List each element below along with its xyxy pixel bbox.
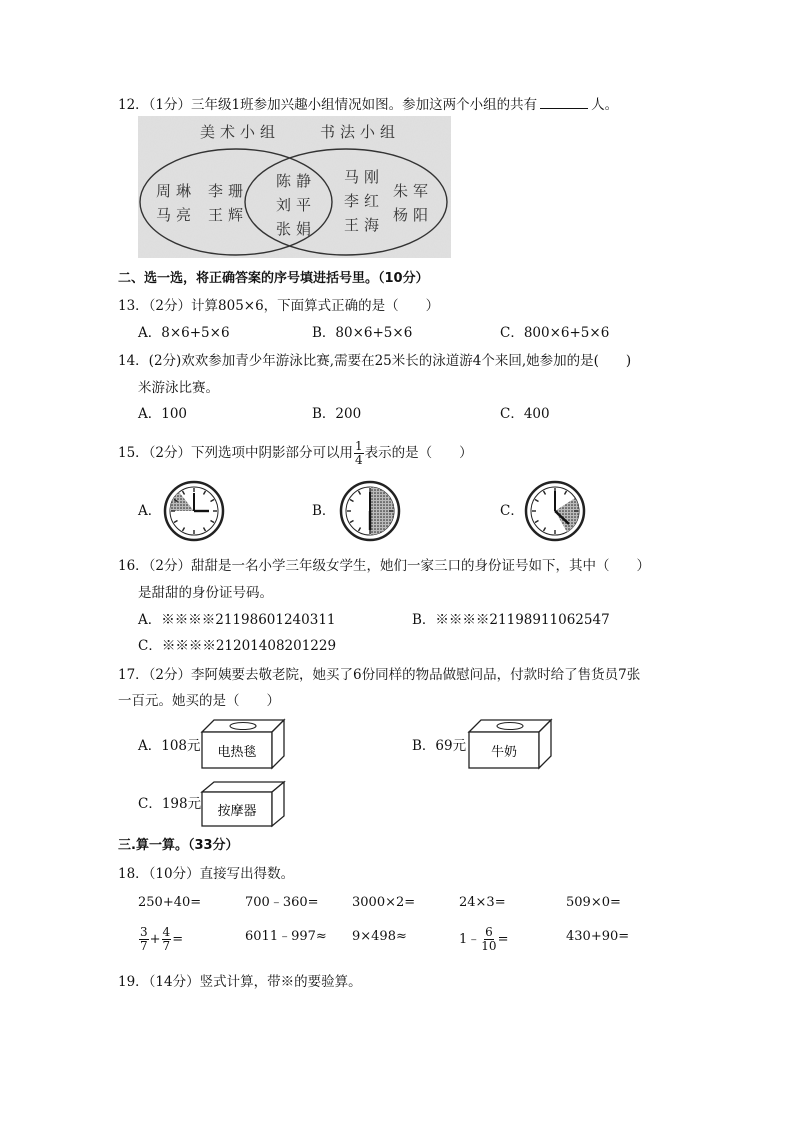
- q14-option-c[interactable]: C．400: [500, 406, 550, 422]
- q14-stem-line2: 米游泳比赛。: [138, 380, 219, 396]
- q16-option-a[interactable]: A．※※※※21198601240311: [138, 612, 336, 628]
- box-label: 牛奶: [490, 745, 518, 760]
- venn-name: 马亮: [156, 206, 197, 224]
- section-2-title: 二、选一选，将正确答案的序号填进括号里。（10分）: [118, 271, 429, 286]
- venn-name: 杨阳: [393, 206, 434, 224]
- venn-name: 张娟: [276, 220, 317, 238]
- q16-stem: 16．（2分）甜甜是一名小学三年级女学生，她们一家三口的身份证号如下，其中（ ）: [118, 558, 651, 574]
- venn-diagram: [138, 116, 451, 258]
- q17-option-a[interactable]: A．108元: [138, 738, 201, 754]
- q13-stem: 13．（2分）计算805×6，下面算式正确的是（ ）: [118, 298, 440, 314]
- venn-name: 周琳: [156, 182, 197, 200]
- q16-stem-line2: 是甜甜的身份证号码。: [138, 585, 273, 601]
- box-electric-blanket-icon: [200, 718, 286, 770]
- venn-label-left: 美术小组: [200, 123, 281, 141]
- clock-b-icon: [338, 480, 402, 542]
- box-label: 按摩器: [217, 804, 257, 819]
- q16-option-b[interactable]: B．※※※※21198911062547: [412, 612, 610, 628]
- venn-name: 李珊: [208, 182, 249, 200]
- q15-option-b[interactable]: B．: [312, 503, 336, 519]
- calc-item: 24×3=: [459, 895, 506, 910]
- clock-c-icon: [523, 480, 587, 542]
- calc-item: 3000×2=: [352, 895, 416, 910]
- calc-item: 700﹣360=: [245, 895, 319, 910]
- answer-blank[interactable]: [540, 96, 588, 109]
- calc-item: 9×498≈: [352, 929, 407, 944]
- q18-stem: 18．（10分）直接写出得数。: [118, 866, 295, 882]
- q14-option-a[interactable]: A．100: [138, 406, 188, 422]
- venn-name: 陈静: [276, 172, 317, 190]
- venn-name: 王海: [344, 216, 385, 234]
- q17-option-b[interactable]: B．69元: [412, 738, 467, 754]
- venn-label-right: 书法小组: [320, 123, 401, 141]
- venn-name: 王辉: [208, 206, 249, 224]
- section-3-title: 三.算一算。（33分）: [118, 838, 239, 853]
- q13-option-c[interactable]: C．800×6+5×6: [500, 325, 610, 341]
- q14-option-b[interactable]: B．200: [312, 406, 362, 422]
- calc-item-fraction-sum: $\frac{3}{7}$ + $\frac{4}{7}$ =: [140, 925, 184, 953]
- box-milk-icon: [467, 718, 553, 770]
- q13-option-a[interactable]: A．8×6+5×6: [138, 325, 230, 341]
- box-massager-icon: [200, 780, 286, 828]
- q19-stem: 19．（14分）竖式计算，带※的要验算。: [118, 974, 362, 990]
- venn-name: 朱军: [393, 182, 434, 200]
- q15-option-c[interactable]: C．: [500, 503, 524, 519]
- calc-item: 250+40=: [138, 895, 202, 910]
- q12-stem: 12．（1分）三年级1班参加兴趣小组情况如图。参加这两个小组的共有 人。: [118, 97, 619, 113]
- box-label: 电热毯: [217, 745, 257, 760]
- calc-item: 430+90=: [566, 929, 630, 944]
- fraction-one-quarter: $\frac{1}{4}$: [355, 439, 363, 467]
- q16-option-c[interactable]: C．※※※※21201408201229: [138, 638, 337, 654]
- q13-option-b[interactable]: B．80×6+5×6: [312, 325, 413, 341]
- venn-name: 李红: [344, 192, 385, 210]
- calc-item: 509×0=: [566, 895, 621, 910]
- calc-item: 6011﹣997≈: [245, 929, 327, 944]
- q17-option-c[interactable]: C．198元: [138, 796, 202, 812]
- venn-name: 马刚: [344, 168, 385, 186]
- venn-name: 刘平: [276, 196, 317, 214]
- q17-stem: 17．（2分）李阿姨要去敬老院，她买了6份同样的物品做慰问品，付款时给了售货员7张: [118, 667, 641, 683]
- q15-option-a[interactable]: A．: [138, 503, 162, 519]
- clock-a-icon: [162, 480, 226, 542]
- q14-stem: 14．(2分)欢欢参加青少年游泳比赛,需要在25米长的泳道游4个来回,她参加的是( ): [118, 353, 632, 369]
- q15-stem: 15．（2分）下列选项中阴影部分可以用 $\frac{1}{4}$ 表示的是（ ）: [118, 439, 473, 467]
- calc-item-fraction-diff: 1﹣ $\frac{6}{10}$ =: [459, 925, 509, 953]
- q17-stem-line2: 一百元。她买的是（ ）: [118, 693, 280, 709]
